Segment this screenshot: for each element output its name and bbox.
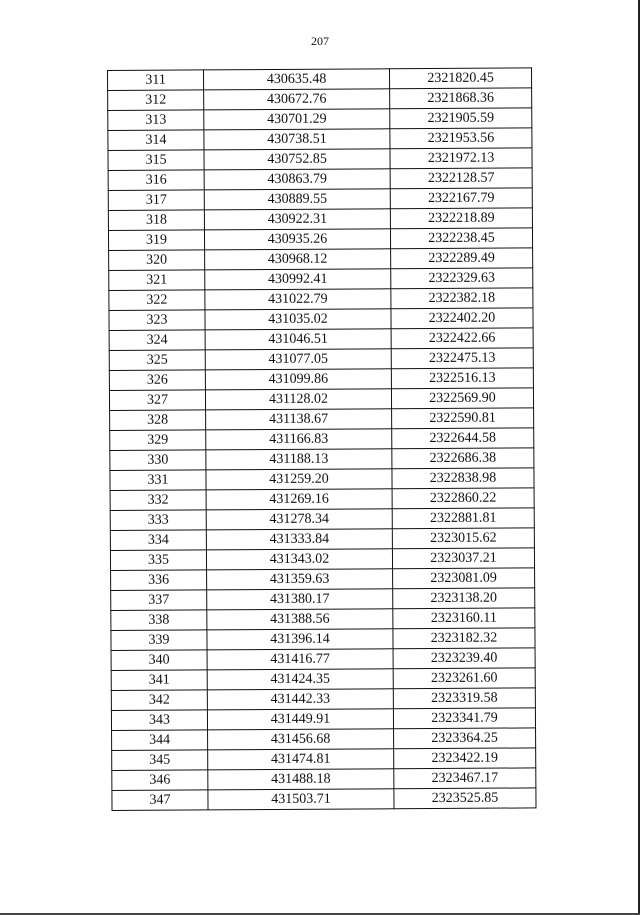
y-coordinate-cell: 2323364.25 [394,728,536,749]
y-coordinate-cell: 2323422.19 [394,748,536,769]
y-coordinate-cell: 2322422.66 [391,328,533,349]
point-number-cell: 323 [109,310,205,331]
y-coordinate-cell: 2321953.56 [390,128,532,149]
x-coordinate-cell: 431333.84 [206,529,392,550]
x-coordinate-cell: 431077.05 [205,349,391,370]
y-coordinate-cell: 2322238.45 [390,228,532,249]
point-number-cell: 339 [111,630,207,651]
point-number-cell: 347 [112,790,208,811]
y-coordinate-cell: 2323138.20 [393,588,535,609]
x-coordinate-cell: 431442.33 [207,689,393,710]
x-coordinate-cell: 430752.85 [204,149,390,170]
x-coordinate-cell: 431188.13 [206,449,392,470]
x-coordinate-cell: 431456.68 [208,729,394,750]
x-coordinate-cell: 430922.31 [204,209,390,230]
table-row [111,708,535,731]
table-row [111,688,535,711]
y-coordinate-cell: 2322569.90 [391,388,533,409]
x-coordinate-cell: 431488.18 [208,769,394,790]
y-coordinate-cell: 2322218.89 [390,208,532,229]
point-number-cell: 312 [108,90,204,111]
x-coordinate-cell: 430635.48 [204,69,390,90]
y-coordinate-cell: 2322644.58 [392,428,534,449]
point-number-cell: 344 [112,730,208,751]
x-coordinate-cell: 430672.76 [204,89,390,110]
point-number-cell: 319 [108,230,204,251]
table-row [108,148,532,171]
point-number-cell: 345 [112,750,208,771]
x-coordinate-cell: 430889.55 [204,189,390,210]
point-number-cell: 342 [111,690,207,711]
table-row [110,548,534,571]
table-row [110,408,534,431]
table-row [112,788,536,811]
x-coordinate-cell: 430863.79 [204,169,390,190]
point-number-cell: 346 [112,770,208,791]
point-number-cell: 335 [110,550,206,571]
table-row [108,88,532,111]
x-coordinate-cell: 431449.91 [207,709,393,730]
table-row [111,608,535,631]
x-coordinate-cell: 431474.81 [208,749,394,770]
y-coordinate-cell: 2323261.60 [393,668,535,689]
table-row [109,388,533,411]
point-number-cell: 341 [111,670,207,691]
table-row [109,328,533,351]
y-coordinate-cell: 2323341.79 [393,708,535,729]
table-row [110,448,534,471]
point-number-cell: 333 [110,510,206,531]
point-number-cell: 332 [110,490,206,511]
y-coordinate-cell: 2322475.13 [391,348,533,369]
table-row [111,668,535,691]
table-row [109,308,533,331]
table-row [112,768,536,791]
y-coordinate-cell: 2321868.36 [390,88,532,109]
table-row [110,528,534,551]
table-row [108,168,532,191]
y-coordinate-cell: 2321972.13 [390,148,532,169]
y-coordinate-cell: 2322838.98 [392,468,534,489]
point-number-cell: 317 [108,190,204,211]
table-row [112,728,536,751]
x-coordinate-cell: 431278.34 [206,509,392,530]
point-number-cell: 321 [109,270,205,291]
y-coordinate-cell: 2323525.85 [394,788,536,809]
x-coordinate-cell: 430701.29 [204,109,390,130]
y-coordinate-cell: 2323160.11 [393,608,535,629]
x-coordinate-cell: 431259.20 [206,469,392,490]
x-coordinate-cell: 431022.79 [205,289,391,310]
y-coordinate-cell: 2322289.49 [391,248,533,269]
y-coordinate-cell: 2323467.17 [394,768,536,789]
y-coordinate-cell: 2322686.38 [392,448,534,469]
x-coordinate-cell: 431128.02 [205,389,391,410]
table-row [108,188,532,211]
point-number-cell: 337 [111,590,207,611]
point-number-cell: 324 [109,330,205,351]
table-row [109,348,533,371]
table-row [111,648,535,671]
y-coordinate-cell: 2323037.21 [392,548,534,569]
coordinates-table-body [108,68,537,811]
point-number-cell: 343 [111,710,207,731]
y-coordinate-cell: 2322402.20 [391,308,533,329]
coordinates-table [107,67,537,811]
point-number-cell: 328 [110,410,206,431]
x-coordinate-cell: 431138.67 [206,409,392,430]
y-coordinate-cell: 2322516.13 [391,368,533,389]
point-number-cell: 326 [109,370,205,391]
point-number-cell: 311 [108,70,204,91]
x-coordinate-cell: 431359.63 [207,569,393,590]
point-number-cell: 320 [109,250,205,271]
page-number: 207 [311,34,329,48]
table-row [112,748,536,771]
y-coordinate-cell: 2322881.81 [392,508,534,529]
y-coordinate-cell: 2323182.32 [393,628,535,649]
x-coordinate-cell: 430992.41 [205,269,391,290]
x-coordinate-cell: 431503.71 [208,789,394,810]
x-coordinate-cell: 431380.17 [207,589,393,610]
y-coordinate-cell: 2321905.59 [390,108,532,129]
y-coordinate-cell: 2323081.09 [393,568,535,589]
point-number-cell: 338 [111,610,207,631]
y-coordinate-cell: 2321820.45 [389,68,531,89]
y-coordinate-cell: 2323319.58 [393,688,535,709]
point-number-cell: 336 [111,570,207,591]
table-row [108,228,532,251]
point-number-cell: 322 [109,290,205,311]
point-number-cell: 334 [110,530,206,551]
point-number-cell: 315 [108,150,204,171]
point-number-cell: 325 [109,350,205,371]
x-coordinate-cell: 431269.16 [206,489,392,510]
point-number-cell: 340 [111,650,207,671]
table-row [109,288,533,311]
table-row [110,488,534,511]
table-row [109,268,533,291]
y-coordinate-cell: 2322382.18 [391,288,533,309]
table-row [111,628,535,651]
x-coordinate-cell: 431416.77 [207,649,393,670]
x-coordinate-cell: 431396.14 [207,629,393,650]
table-row [110,468,534,491]
table-row [111,588,535,611]
y-coordinate-cell: 2323239.40 [393,648,535,669]
table-row [109,368,533,391]
x-coordinate-cell: 431099.86 [205,369,391,390]
y-coordinate-cell: 2322590.81 [392,408,534,429]
point-number-cell: 316 [108,170,204,191]
point-number-cell: 327 [109,390,205,411]
x-coordinate-cell: 431424.35 [207,669,393,690]
table-row [108,128,532,151]
x-coordinate-cell: 431046.51 [205,329,391,350]
x-coordinate-cell: 431035.02 [205,309,391,330]
x-coordinate-cell: 431166.83 [206,429,392,450]
y-coordinate-cell: 2323015.62 [392,528,534,549]
y-coordinate-cell: 2322128.57 [390,168,532,189]
y-coordinate-cell: 2322860.22 [392,488,534,509]
table-row [110,508,534,531]
point-number-cell: 329 [110,430,206,451]
table-row [108,68,532,91]
table-row [109,248,533,271]
x-coordinate-cell: 431343.02 [206,549,392,570]
y-coordinate-cell: 2322167.79 [390,188,532,209]
table-row [108,208,532,231]
coordinates-table-wrapper [107,67,536,811]
point-number-cell: 330 [110,450,206,471]
table-row [110,428,534,451]
x-coordinate-cell: 430935.26 [204,229,390,250]
table-row [111,568,535,591]
point-number-cell: 331 [110,470,206,491]
point-number-cell: 318 [108,210,204,231]
x-coordinate-cell: 430968.12 [205,249,391,270]
y-coordinate-cell: 2322329.63 [391,268,533,289]
x-coordinate-cell: 431388.56 [207,609,393,630]
x-coordinate-cell: 430738.51 [204,129,390,150]
table-row [108,108,532,131]
point-number-cell: 313 [108,110,204,131]
point-number-cell: 314 [108,130,204,151]
